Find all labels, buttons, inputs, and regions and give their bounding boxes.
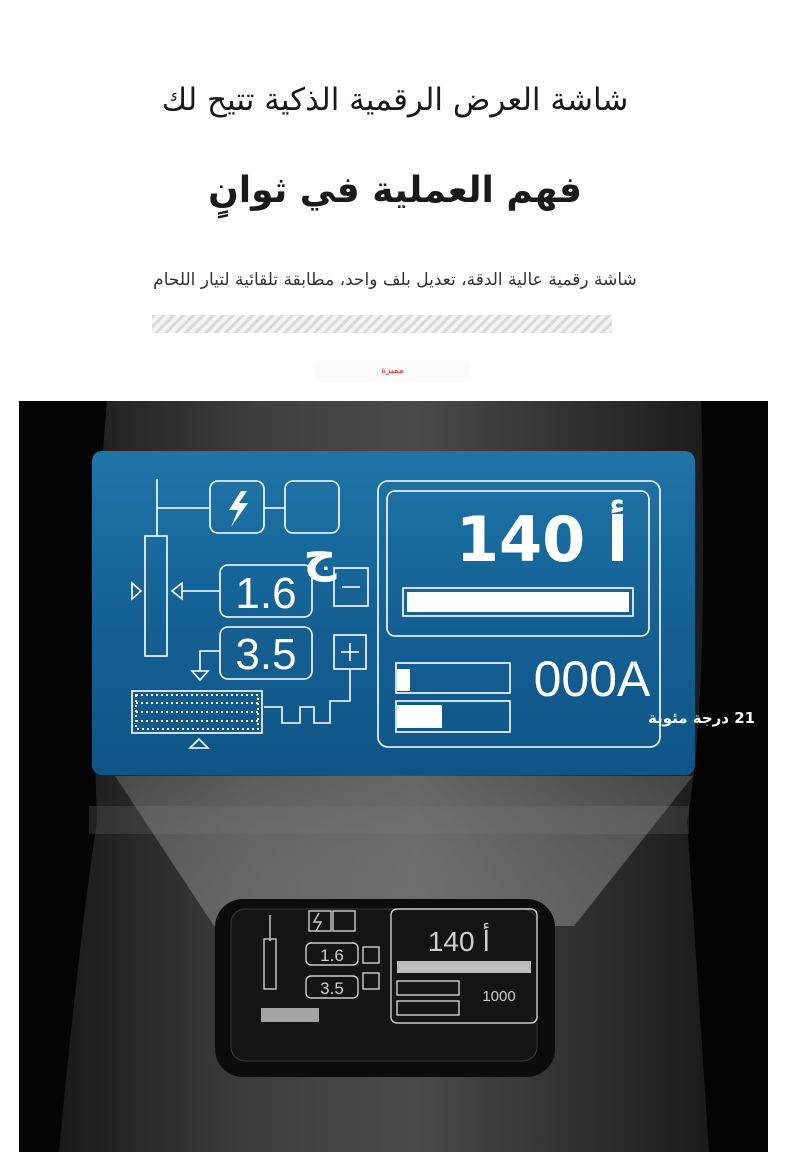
torch-body <box>145 536 167 656</box>
lcd-current-secondary: 1000 <box>482 988 516 1005</box>
decorative-stripe <box>152 315 612 333</box>
lcd-current-main: أ 140 <box>427 926 491 957</box>
lightning-icon <box>229 491 248 527</box>
lcd-gas-value: 3.5 <box>320 979 344 998</box>
headline-line-2: فهم العملية في ثوانٍ <box>208 170 582 211</box>
main-current-bar-fill <box>407 592 629 612</box>
display-schematic <box>92 451 756 775</box>
wire-diameter-value: 1.6 <box>235 569 297 618</box>
feature-badge: مميزة <box>315 360 470 382</box>
temperature-value: 21 درجة مئوية <box>648 709 756 727</box>
left-arrow-icon <box>132 583 141 599</box>
headline-line-1: شاشة العرض الرقمية الذكية تتيح لك <box>161 82 629 118</box>
gas-value: 3.5 <box>235 630 297 679</box>
feed-arrow-icon <box>172 583 182 599</box>
digital-display-panel <box>92 451 756 775</box>
up-arrow-icon <box>190 739 208 748</box>
secondary-current-value: 000A <box>533 651 651 707</box>
mode-letter: ج <box>303 528 337 582</box>
lcd-wire-value: 1.6 <box>320 946 344 965</box>
main-current-value: 140 أ <box>455 503 629 576</box>
mode-box <box>285 481 339 533</box>
sub-bar-1 <box>396 663 510 693</box>
subtitle: شاشة رقمية عالية الدقة، تعديل بلف واحد، مطابقة تلقائية لتيار اللحام <box>153 270 637 290</box>
